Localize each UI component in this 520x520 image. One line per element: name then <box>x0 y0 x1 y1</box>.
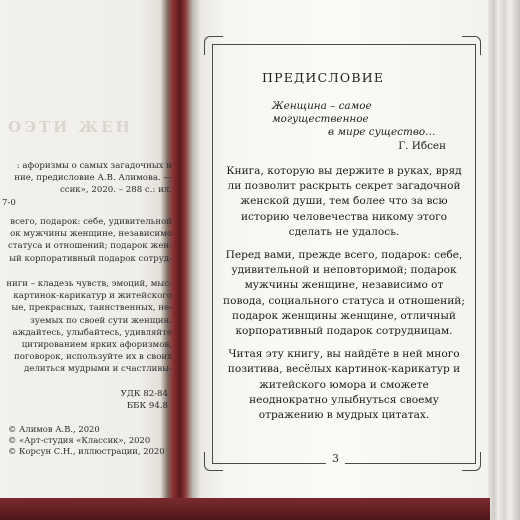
page-edges <box>488 0 520 520</box>
text-line: аждайтесь, улыбайтесь, удивляйте <box>12 327 172 338</box>
text-line: 7-0 <box>2 197 16 208</box>
copyright-block <box>8 424 165 457</box>
paragraph: Читая эту книгу, вы найдёте в ней много позитива, весёлых картинок-карикатур и житейского юмора и сможете неоднократно улыбнуться своему отражению в мудрых цитатах. <box>227 348 461 422</box>
copyright-line: © Корсун С.Н., иллюстрации, 2020 <box>8 446 165 456</box>
copyright-line: © Алимов А.В., 2020 <box>8 424 100 434</box>
text-line: делиться мудрыми и счастливы- <box>24 364 172 375</box>
udk-code: УДК 82-84 <box>120 389 168 399</box>
text-line: ниги – кладезь чувств, эмоций, мыс- <box>6 279 172 289</box>
text-line: ок мужчины женщине, независимо <box>10 229 172 240</box>
text-line: картинок-карикатур и житейского <box>13 291 172 302</box>
annotation-paragraph-1 <box>0 216 172 265</box>
text-line: статуса и отношений; подарок жен- <box>7 241 172 252</box>
preface-body <box>222 164 466 431</box>
text-line: цитированием ярких афоризмов, <box>21 340 172 351</box>
frame-corner-ornament <box>204 452 223 471</box>
classification-codes <box>120 388 168 412</box>
text-line: ый корпоративный подарок сотруд- <box>9 253 172 264</box>
annotation-paragraph-2 <box>0 278 172 376</box>
page-number: 3 <box>326 452 345 465</box>
copyright-line: © «Арт-студия «Классик», 2020 <box>8 435 151 445</box>
text-line: : афоризмы о самых загадочных и <box>16 161 172 171</box>
bibliographic-entry <box>0 160 172 209</box>
frame-corner-ornament <box>462 36 481 55</box>
text-line: зуемых по своей сути женщин. <box>30 315 172 326</box>
text-line: поговорок, используйте их в своих <box>14 352 172 363</box>
page-heading: ПРЕДИСЛОВИЕ <box>262 70 385 85</box>
show-through-title: ОЭТИ ЖЕН <box>8 118 133 136</box>
paragraph: Книга, которую вы держите в руках, вряд ли позволит раскрыть секрет загадочной женской души, тем более что за всю историю человечества никому этого сделать не удалось. <box>226 165 462 238</box>
epigraph-author: Г. Ибсен <box>398 139 446 152</box>
epigraph <box>272 100 452 153</box>
text-line: ние, предисловие А.В. Алимова. — <box>14 173 172 184</box>
text-line: ые, прекрасных, таинственных, не- <box>11 303 172 314</box>
epigraph-line: Женщина – самое могущественное <box>272 100 372 126</box>
frame-corner-ornament <box>204 36 223 55</box>
paragraph: Перед вами, прежде всего, подарок: себе, удивительной и неповторимой; подарок мужчины женщине, независимо от повода, социального статуса и отношений; подарок женщины женщине, отличный корпоративный подарок сотрудницам. <box>223 249 465 338</box>
text-line: всего, подарок: себе, удивительной <box>10 217 172 227</box>
text-line: ссик», 2020. – 288 с.: ил. <box>59 185 172 196</box>
frame-corner-ornament <box>462 452 481 471</box>
bbk-code: ББК 94.8 <box>126 401 168 411</box>
epigraph-line: в мире существо… <box>328 126 436 139</box>
book-cover-edge <box>0 498 490 520</box>
